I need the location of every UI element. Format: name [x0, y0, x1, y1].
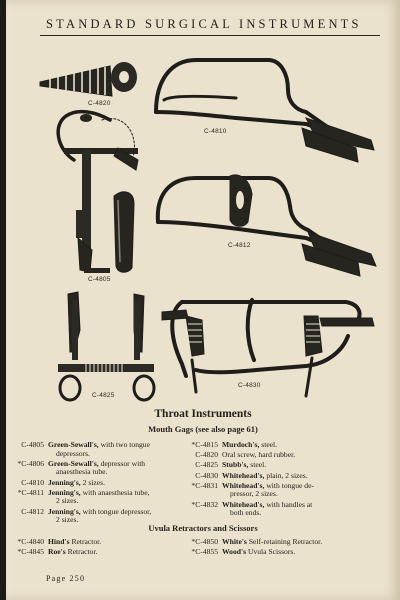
uvula-left-list: [8, 538, 204, 558]
item-description: depressor with: [100, 458, 146, 468]
uvula-heading: Uvula Retractors and Scissors: [148, 523, 258, 533]
item-code: *C-4855: [191, 547, 218, 557]
item-name: Jenning's,: [48, 506, 81, 516]
figure-caption: C-4820: [88, 100, 111, 107]
item-description: Retractor.: [67, 547, 98, 557]
item-description: with two tongue: [100, 440, 150, 449]
list-item: [182, 451, 382, 460]
list-item: [182, 482, 382, 499]
jennings-gag-illustration: [156, 60, 374, 162]
mouth-gags-heading: Mouth Gags (see also page 61): [148, 424, 258, 434]
item-description: steel.: [250, 460, 267, 470]
item-name: Jenning's,: [48, 487, 81, 497]
stubbs-gag-illustration: [58, 292, 154, 400]
item-name: Hind's: [48, 537, 70, 546]
item-code: *C-4806: [17, 458, 44, 468]
item-name: Green-Sewall's,: [48, 458, 99, 468]
list-item: [8, 538, 204, 547]
catalog-page: [6, 0, 400, 600]
item-description: plain, 2 sizes.: [266, 470, 308, 480]
item-name: Whitehead's,: [222, 470, 265, 480]
item-description: with handles at: [266, 499, 313, 509]
item-code: C-4805: [21, 440, 44, 449]
item-name: Murdoch's,: [222, 440, 260, 449]
item-code: *C-4845: [17, 547, 44, 557]
item-description-cont: 2 sizes.: [56, 496, 79, 506]
item-name: Whitehead's,: [222, 480, 265, 490]
item-code: *C-4832: [191, 499, 218, 509]
whitehead-gag-illustration: [162, 300, 374, 396]
item-description: with tongue de-: [266, 480, 314, 490]
item-description: Retractor.: [71, 537, 102, 546]
item-name: Wood's: [222, 547, 247, 557]
item-code: *C-4840: [17, 537, 44, 546]
figure-caption: C-4810: [204, 128, 227, 135]
item-code: *C-4850: [191, 537, 218, 546]
figure-caption: C-4825: [92, 392, 115, 399]
item-description: steel.: [261, 440, 278, 449]
item-name: Stubb's,: [222, 460, 249, 470]
uvula-right-list: [182, 538, 382, 558]
item-code: *C-4815: [191, 440, 218, 449]
figure-caption: C-4812: [228, 242, 251, 249]
item-description-cont: depressors.: [56, 448, 90, 458]
list-item: [8, 441, 204, 458]
list-item: [182, 461, 382, 470]
item-code: C-4810: [21, 477, 44, 487]
item-description-cont: anaesthesia tube.: [56, 467, 108, 477]
list-item: [8, 489, 204, 506]
list-item: [182, 548, 382, 557]
item-name: Whitehead's,: [222, 499, 265, 509]
item-code: *C-4831: [191, 480, 218, 490]
item-description: Oral screw, hard rubber.: [222, 450, 296, 460]
item-name: White's: [222, 537, 247, 546]
item-description: 2 sizes.: [82, 477, 105, 487]
list-item: [8, 460, 204, 477]
list-item: [8, 479, 204, 488]
item-code: C-4820: [195, 450, 218, 460]
list-item: [182, 441, 382, 450]
list-item: [8, 548, 204, 557]
item-description-cont: pressor, 2 sizes.: [230, 489, 278, 499]
page-number: Page 250: [46, 574, 86, 583]
item-description: with tongue depressor,: [82, 506, 152, 516]
figure-caption: C-4805: [88, 276, 111, 283]
oral-screw-illustration: [40, 62, 137, 96]
item-description: Self-retaining Retractor.: [248, 537, 323, 546]
list-item: [182, 538, 382, 547]
jennings-depressor-gag-illustration: [158, 175, 376, 276]
list-item: [182, 472, 382, 481]
green-sewall-gag-illustration: [58, 112, 138, 273]
item-code: C-4830: [195, 470, 218, 480]
mouth-gags-right-list: [182, 441, 382, 519]
item-name: Roe's: [48, 547, 66, 557]
mouth-gags-left-list: [8, 441, 204, 526]
item-name: Green-Sewall's,: [48, 440, 99, 449]
list-item: [182, 501, 382, 518]
figure-caption: C-4830: [238, 382, 261, 389]
item-code: *C-4811: [17, 487, 44, 497]
section-title: Throat Instruments: [154, 408, 252, 420]
item-code: C-4825: [195, 460, 218, 470]
item-description-cont: 2 sizes.: [56, 515, 79, 525]
item-description: Uvula Scissors.: [247, 547, 296, 557]
page-header-title: STANDARD SURGICAL INSTRUMENTS: [46, 17, 362, 31]
item-description-cont: both ends.: [230, 508, 262, 518]
item-name: Jenning's,: [48, 477, 81, 487]
item-description: with anaesthesia tube,: [82, 487, 150, 497]
item-code: C-4812: [21, 506, 44, 516]
